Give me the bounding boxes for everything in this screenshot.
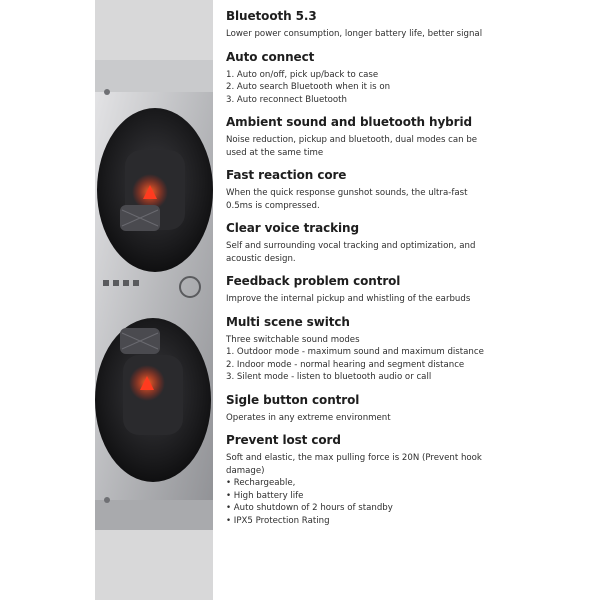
section-ambient-sound [226, 114, 596, 159]
section-heading: Fast reaction core [226, 168, 347, 182]
section-text: When the quick response gunshot sounds, the ultra-fast [226, 188, 468, 198]
bullet-item: • Auto shutdown of 2 hours of standby [226, 503, 393, 513]
section-multi-scene [226, 314, 596, 384]
section-heading: Ambient sound and bluetooth hybrid [226, 115, 472, 129]
section-text: Soft and elastic, the max pulling force is 20N (Prevent hook [226, 453, 482, 463]
bullet-item: • IPX5 Protection Rating [226, 515, 330, 526]
section-fast-reaction [226, 167, 596, 212]
section-feedback-control [226, 273, 596, 306]
section-text: Self and surrounding vocal tracking and optimization, and [226, 241, 476, 251]
section-auto-connect [226, 49, 596, 107]
section-heading: Feedback problem control [226, 274, 401, 288]
bullet-item: • High battery life [226, 490, 304, 501]
section-text: Lower power consumption, longer battery life, better signal [226, 29, 483, 39]
list-item: 3. Auto reconnect Bluetooth [226, 94, 347, 105]
section-prevent-lost-cord [226, 432, 596, 527]
list-item: 2. Auto search Bluetooth when it is on [226, 82, 391, 92]
list-item: 3. Silent mode - listen to bluetooth audio or call [226, 372, 432, 382]
section-heading: Clear voice tracking [226, 221, 359, 235]
section-text: Three switchable sound modes [226, 334, 360, 345]
earbuds-product-image [95, 0, 213, 600]
section-text: Improve the internal pickup and whistling of the earbuds [226, 294, 471, 304]
section-heading: Sigle button control [226, 392, 360, 407]
section-text: 0.5ms is compressed. [226, 200, 320, 211]
bullet-item: • Rechargeable, [226, 478, 296, 488]
section-bluetooth [226, 8, 596, 41]
list-item: 2. Indoor mode - normal hearing and segment distance [226, 359, 465, 370]
section-text: damage) [226, 465, 265, 476]
section-text: Operates in any extreme environment [226, 412, 391, 423]
section-heading: Auto connect [226, 49, 315, 64]
section-text: Noise reduction, pickup and bluetooth, dual modes can be [226, 135, 478, 145]
list-item: 1. Outdoor mode - maximum sound and maximum distance [226, 347, 484, 357]
section-text: used at the same time [226, 147, 324, 158]
section-heading: Prevent lost cord [226, 433, 341, 447]
feature-list [226, 8, 596, 527]
section-single-button [226, 392, 596, 425]
section-clear-voice [226, 220, 596, 265]
section-heading: Bluetooth 5.3 [226, 9, 317, 23]
section-text: acoustic design. [226, 253, 296, 264]
list-item: 1. Auto on/off, pick up/back to case [226, 69, 379, 80]
earbuds-case-illustration [95, 0, 213, 600]
section-heading: Multi scene switch [226, 314, 350, 329]
